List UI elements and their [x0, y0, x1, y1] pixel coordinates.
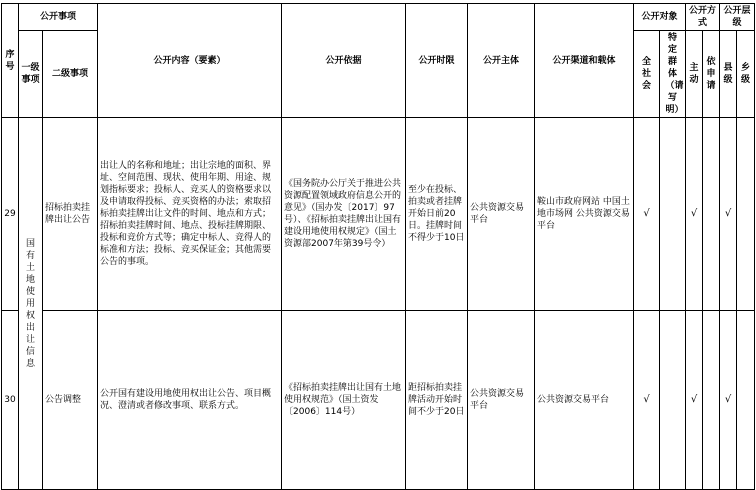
header-channel: 公开渠道和载体	[535, 4, 634, 118]
header-target-all: 全社会	[634, 31, 660, 118]
row-content: 出让人的名称和地址；出让宗地的面积、界址、空间范围、现状、使用年期、用途、规划指标要求；投标人、竞买人的资格要求以及申请取得投标、竞买资格的办法；索取招标拍卖挂牌出让文件的时间、地点和方式；招标拍卖挂牌时间、地点、投标挂牌期限、投标和竞价方式等；确定中标人、竞得人的标准和方法；投标、竞买保证金；其他需要公告的事项。	[98, 118, 282, 311]
header-items-group: 公开事项	[19, 4, 98, 31]
header-method-request: 依申请	[703, 31, 720, 118]
header-method-group: 公开方式	[686, 4, 720, 31]
header-method-active: 主动	[686, 31, 703, 118]
check-level-township	[737, 118, 755, 311]
check-level-township	[737, 311, 755, 490]
row-basis: 《招标拍卖挂牌出让国有土地使用权规范》（国土资发〔2006〕114号）	[282, 311, 406, 490]
row-content: 公开国有建设用地使用权出让公告、项目概况、澄清或者修改事项、联系方式。	[98, 311, 282, 490]
header-level-county: 县级	[720, 31, 737, 118]
row-serial: 29	[2, 118, 19, 311]
header-content: 公开内容（要素）	[98, 4, 282, 118]
table-row	[2, 118, 755, 311]
check-target-specific	[660, 118, 686, 311]
header-target-specific: 特定群体（请写明）	[660, 31, 686, 118]
check-method-active: √	[686, 118, 703, 311]
check-target-all: √	[634, 311, 660, 490]
row-subject: 公共资源交易平台	[468, 311, 535, 490]
header-level-group: 公开层级	[720, 4, 755, 31]
check-level-county: √	[720, 311, 737, 490]
header-target-group: 公开对象	[634, 4, 686, 31]
header-level1: 一级事项	[19, 31, 43, 118]
row-level2: 招标拍卖挂牌出让公告	[43, 118, 98, 311]
check-level-county: √	[720, 118, 737, 311]
row-level2: 公告调整	[43, 311, 98, 490]
row-basis: 《国务院办公厅关于推进公共资源配置领域政府信息公开的意见》（国办发〔2017〕97号）、《招标拍卖挂牌出让国有建设用地使用权规定》（国土资源部2007年第39号令）	[282, 118, 406, 311]
check-method-active: √	[686, 311, 703, 490]
header-subject: 公开主体	[468, 4, 535, 118]
header-level2: 二级事项	[43, 31, 98, 118]
header-level-township: 乡级	[737, 31, 755, 118]
header-time-limit: 公开时限	[406, 4, 468, 118]
disclosure-table	[1, 3, 755, 490]
row-serial: 30	[2, 311, 19, 490]
check-target-specific	[660, 311, 686, 490]
row-time-limit: 距招标拍卖挂牌活动开始时间不少于20日	[406, 311, 468, 490]
row-time-limit: 至少在投标、拍卖或者挂牌开始日前20日。挂牌时间不得少于10日	[406, 118, 468, 311]
header-serial: 序号	[2, 4, 19, 118]
check-method-request	[703, 118, 720, 311]
table-row	[2, 311, 755, 490]
check-target-all: √	[634, 118, 660, 311]
level1-item: 国有土地使用权出让信息	[19, 118, 43, 490]
row-channel: 公共资源交易平台	[535, 311, 634, 490]
row-subject: 公共资源交易平台	[468, 118, 535, 311]
row-channel: 鞍山市政府网站 中国土地市场网 公共资源交易平台	[535, 118, 634, 311]
header-basis: 公开依据	[282, 4, 406, 118]
check-method-request	[703, 311, 720, 490]
